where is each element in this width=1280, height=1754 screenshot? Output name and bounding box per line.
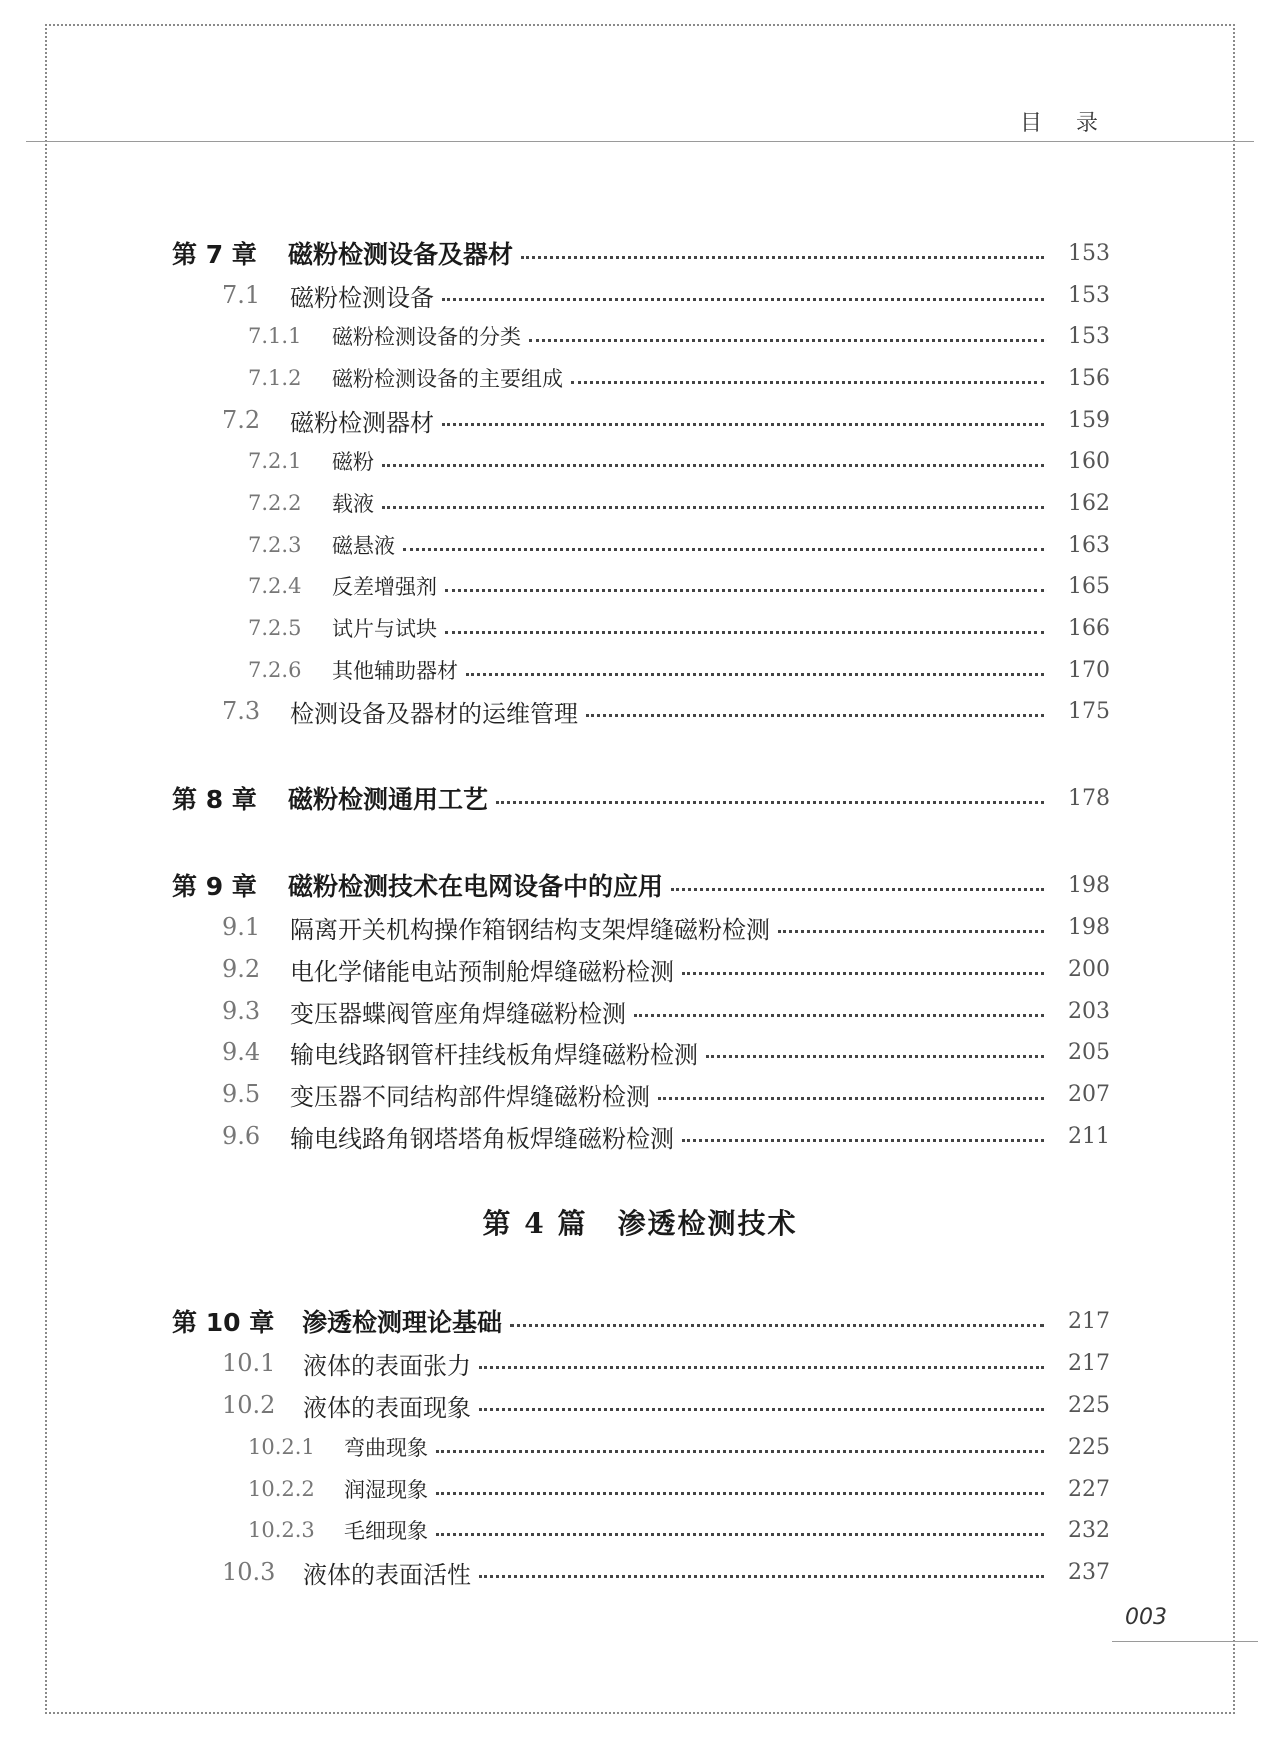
toc-entry-number: 9.2 [222,955,261,983]
toc-entry-number: 9.1 [222,913,261,941]
toc-entry-page: 153 [1068,282,1110,308]
dot-leader [403,548,1044,551]
page-number: 003 [1125,1605,1167,1630]
dot-leader [658,1097,1044,1100]
toc-entry-number: 7.2 [222,406,261,434]
dot-leader [479,1408,1044,1411]
part-title: 第 4 篇 渗透检测技术 [482,1207,798,1240]
toc-entry-title: 磁粉检测器材 [290,408,434,437]
toc-entry-title: 液体的表面活性 [303,1560,471,1589]
toc-entry[interactable] [0,1346,1280,1380]
toc-entry-page: 156 [1068,365,1110,391]
toc-entry-page: 232 [1068,1517,1110,1543]
toc-entry-page: 217 [1068,1308,1110,1334]
toc-entry[interactable] [0,444,1280,478]
toc-entry-number: 10.2.3 [248,1518,315,1542]
toc-entry[interactable] [0,1388,1280,1422]
toc-entry-title: 磁粉检测设备的主要组成 [332,367,563,391]
dot-leader [445,631,1044,634]
toc-entry[interactable] [0,653,1280,687]
toc-entry-title: 磁粉检测设备及器材 [288,240,514,269]
toc-entry-page: 166 [1068,615,1110,641]
dot-leader [479,1366,1044,1369]
toc-entry-number: 7.2.2 [248,491,302,515]
toc-entry[interactable] [0,319,1280,353]
toc-entry[interactable] [0,1077,1280,1111]
toc-entry[interactable] [0,781,1280,815]
toc-entry-title: 液体的表面张力 [303,1351,471,1380]
toc-entry-title: 反差增强剂 [332,575,437,599]
toc-entry[interactable] [0,278,1280,312]
dot-leader [436,1450,1044,1453]
dot-leader [586,714,1044,717]
dot-leader [529,339,1044,342]
toc-entry-page: 175 [1068,698,1110,724]
toc-entry-title: 输电线路角钢塔塔角板焊缝磁粉检测 [290,1124,674,1153]
toc-entry-title: 电化学储能电站预制舱焊缝磁粉检测 [290,957,674,986]
toc-entry-page: 198 [1068,872,1110,898]
toc-entry-number: 9.5 [222,1080,261,1108]
toc-entry-page: 203 [1068,998,1110,1024]
toc-entry-number: 第 9 章 [172,872,257,901]
toc-entry[interactable] [0,403,1280,437]
dot-leader [706,1055,1044,1058]
toc-entry[interactable] [0,1035,1280,1069]
toc-entry-title: 磁粉检测设备的分类 [332,325,521,349]
toc-entry-title: 毛细现象 [344,1519,428,1543]
toc-entry[interactable] [0,1513,1280,1547]
toc-entry-page: 198 [1068,914,1110,940]
toc-entry[interactable] [0,994,1280,1028]
toc-entry-title: 弯曲现象 [344,1436,428,1460]
toc-entry-number: 7.2.6 [248,658,302,682]
dot-leader [671,888,1044,891]
toc-entry-page: 200 [1068,956,1110,982]
dot-leader [442,298,1044,301]
toc-entry-page: 227 [1068,1476,1110,1502]
toc-entry-page: 160 [1068,448,1110,474]
toc-entry-number: 7.3 [222,697,261,725]
dot-leader [682,972,1044,975]
dot-leader [521,256,1044,259]
footer-rule [1112,1641,1258,1642]
toc-entry-page: 165 [1068,573,1110,599]
toc-entry-title: 润湿现象 [344,1478,428,1502]
toc-entry[interactable] [0,694,1280,728]
toc-entry-number: 9.4 [222,1038,261,1066]
toc-entry-title: 磁粉检测技术在电网设备中的应用 [288,872,664,901]
toc-entry-page: 217 [1068,1350,1110,1376]
dot-leader [436,1492,1044,1495]
toc-entry-title: 载液 [332,492,374,516]
toc-entry-number: 10.1 [222,1349,276,1377]
toc-entry-title: 变压器蝶阀管座角焊缝磁粉检测 [290,999,626,1028]
toc-entry-page: 178 [1068,785,1110,811]
toc-entry-page: 205 [1068,1039,1110,1065]
toc-entry-title: 隔离开关机构操作箱钢结构支架焊缝磁粉检测 [290,915,770,944]
toc-entry-title: 磁粉检测通用工艺 [288,785,489,814]
toc-entry-page: 163 [1068,532,1110,558]
header-rule [26,141,1254,142]
toc-entry-number: 7.2.5 [248,616,302,640]
toc-entry[interactable] [0,611,1280,645]
toc-entry-title: 试片与试块 [332,617,437,641]
dot-leader [442,423,1044,426]
toc-entry[interactable] [0,1304,1280,1338]
toc-entry[interactable] [0,952,1280,986]
dot-leader [436,1533,1044,1536]
toc-entry-number: 7.2.3 [248,533,302,557]
toc-entry-title: 液体的表面现象 [303,1393,471,1422]
toc-entry-title: 渗透检测理论基础 [302,1308,503,1337]
toc-entry[interactable] [0,486,1280,520]
dot-leader [445,589,1044,592]
dot-leader [571,381,1044,384]
dot-leader [496,801,1044,804]
toc-entry[interactable] [0,1472,1280,1506]
toc-entry-page: 153 [1068,323,1110,349]
dot-leader [479,1575,1044,1578]
dot-leader [510,1324,1044,1327]
toc-entry[interactable] [0,868,1280,902]
toc-entry-title: 检测设备及器材的运维管理 [290,699,578,728]
toc-entry[interactable] [0,1555,1280,1589]
toc-entry-number: 10.2 [222,1391,276,1419]
toc-entry[interactable] [0,1430,1280,1464]
toc-entry-page: 207 [1068,1081,1110,1107]
toc-entry-page: 225 [1068,1434,1110,1460]
toc-entry-page: 162 [1068,490,1110,516]
toc-entry[interactable] [0,361,1280,395]
toc-entry-page: 159 [1068,407,1110,433]
dot-leader [466,673,1044,676]
toc-entry-title: 磁粉检测设备 [290,283,434,312]
toc-entry-number: 7.1.1 [248,324,302,348]
toc-entry-number: 10.2.2 [248,1477,315,1501]
dot-leader [382,464,1044,467]
toc-entry-page: 237 [1068,1559,1110,1585]
toc-entry-title: 输电线路钢管杆挂线板角焊缝磁粉检测 [290,1040,698,1069]
toc-entry-number: 7.1.2 [248,366,302,390]
toc-entry-number: 第 10 章 [172,1308,275,1337]
toc-entry-page: 153 [1068,240,1110,266]
dot-leader [682,1139,1044,1142]
toc-entry-number: 9.6 [222,1122,261,1150]
toc-entry[interactable] [0,569,1280,603]
dot-leader [382,506,1044,509]
toc-entry-page: 211 [1068,1123,1110,1149]
toc-entry-number: 10.2.1 [248,1435,315,1459]
toc-entry-number: 10.3 [222,1558,276,1586]
toc-entry-number: 第 7 章 [172,240,257,269]
toc-entry-number: 7.2.4 [248,574,302,598]
toc-entry-title: 变压器不同结构部件焊缝磁粉检测 [290,1082,650,1111]
dot-leader [778,930,1044,933]
toc-entry-number: 第 8 章 [172,785,257,814]
toc-entry-title: 磁粉 [332,450,374,474]
toc-entry[interactable] [0,528,1280,562]
toc-entry-title: 其他辅助器材 [332,659,458,683]
dot-leader [634,1014,1044,1017]
toc-entry[interactable] [0,1119,1280,1153]
toc-entry-page: 170 [1068,657,1110,683]
toc-entry-number: 7.1 [222,281,261,309]
running-header-title: 目录 [1020,111,1133,136]
toc-entry-number: 7.2.1 [248,449,302,473]
toc-entry-page: 225 [1068,1392,1110,1418]
toc-entry[interactable] [0,910,1280,944]
toc-entry[interactable] [0,236,1280,270]
toc-entry-number: 9.3 [222,997,261,1025]
toc-entry-title: 磁悬液 [332,534,395,558]
